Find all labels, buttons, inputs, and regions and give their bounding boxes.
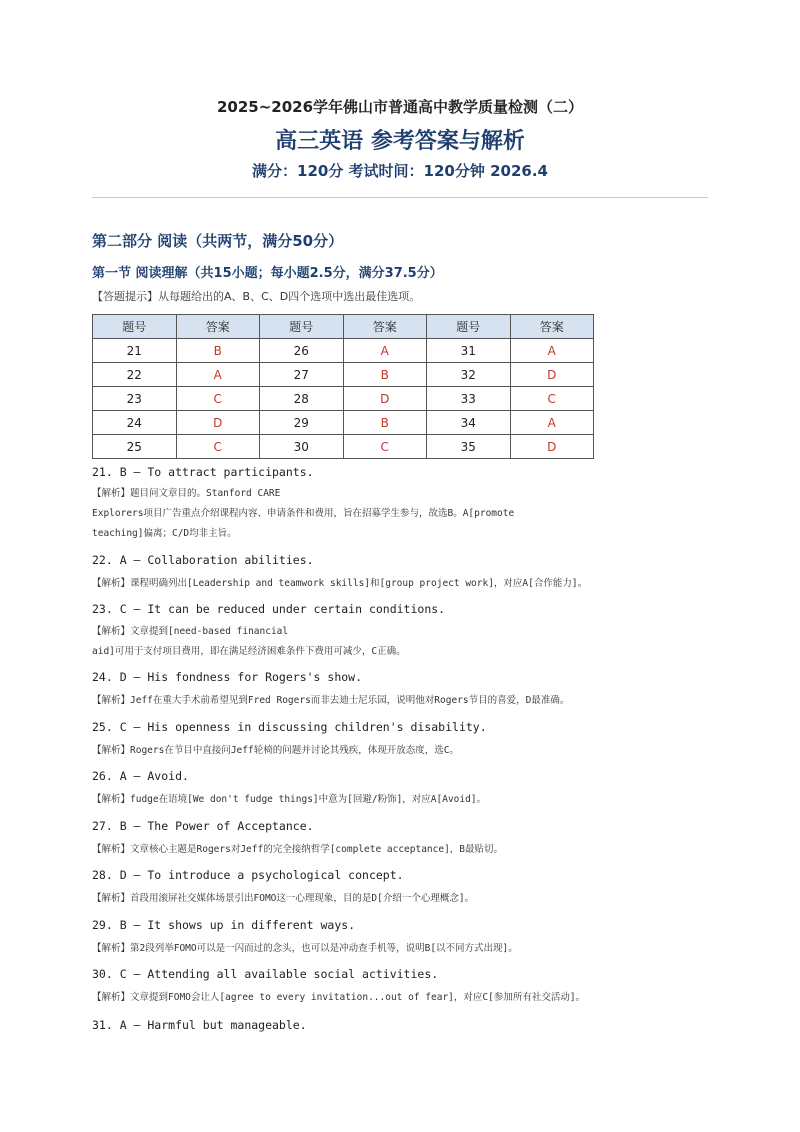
question-number-cell: 29 xyxy=(260,411,344,435)
header-cell: 答案 xyxy=(176,315,260,339)
explanation-line: 【解析】第2段列举FOMO可以是一闪而过的念头，也可以是冲动查手机等，说明B[以不同方式出现]。 xyxy=(92,943,518,954)
question-number-cell: 34 xyxy=(427,411,511,435)
answer-table-header-row xyxy=(93,315,594,339)
header-cell: 题号 xyxy=(260,315,344,339)
explanation-line: 【解析】Rogers在节目中直接问Jeff轮椅的问题并讨论其残疾，体现开放态度，选C。 xyxy=(92,745,459,756)
answer-item-26 xyxy=(92,769,712,783)
explanation-29 xyxy=(92,939,712,959)
answer-item-31 xyxy=(92,1018,712,1032)
explanation-line: 【解析】Jeff在重大手术前希望见到Fred Rogers而非去迪士尼乐园，说明他对Rogers节目的喜爱，D最准确。 xyxy=(92,695,570,706)
table-row xyxy=(93,435,594,459)
answer-cell: A xyxy=(510,411,594,435)
answer-line: 24. D — His fondness for Rogers's show. xyxy=(92,670,363,684)
answer-line: 26. A — Avoid. xyxy=(92,769,189,783)
answer-line: 21. B — To attract participants. xyxy=(92,465,314,479)
question-number-cell: 25 xyxy=(93,435,177,459)
answer-item-24 xyxy=(92,670,712,684)
answer-item-21 xyxy=(92,465,712,479)
answer-line: 22. A — Collaboration abilities. xyxy=(92,553,314,567)
answer-cell: B xyxy=(343,363,427,387)
explanation-line: 【解析】fudge在语境[We don't fudge things]中意为[回避/粉饰]，对应A[Avoid]。 xyxy=(92,794,487,805)
answer-item-28 xyxy=(92,868,712,882)
explanation-line: 【解析】题目问文章目的。Stanford CARE xyxy=(92,488,281,499)
answer-cell: A xyxy=(176,363,260,387)
explanation-line: 【解析】文章提到[need-based financial xyxy=(92,626,289,637)
exam-info: 满分：120分 考试时间：120分钟 2026.4 xyxy=(252,162,548,180)
explanation-25 xyxy=(92,741,712,761)
explanation-23 xyxy=(92,622,712,662)
answer-line: 25. C — His openness in discussing children's disability. xyxy=(92,720,487,734)
explanation-28 xyxy=(92,889,712,909)
answer-item-27 xyxy=(92,819,712,833)
explanation-line: Explorers项目广告重点介绍课程内容、申请条件和费用，旨在招募学生参与，故选B。A[promote xyxy=(92,508,515,519)
answer-cell: C xyxy=(176,435,260,459)
answer-cell: C xyxy=(176,387,260,411)
answer-cell: A xyxy=(343,339,427,363)
answer-cell: D xyxy=(510,435,594,459)
explanation-line: 【解析】首段用滚屏社交媒体场景引出FOMO这一心理现象，目的是D[介绍一个心理概念]。 xyxy=(92,893,475,904)
question-number-cell: 26 xyxy=(260,339,344,363)
answer-cell: B xyxy=(176,339,260,363)
answer-item-23 xyxy=(92,602,712,616)
answer-cell: D xyxy=(176,411,260,435)
explanation-26 xyxy=(92,790,712,810)
answer-cell: C xyxy=(510,387,594,411)
explanation-21 xyxy=(92,484,712,544)
answer-cell: A xyxy=(510,339,594,363)
answer-cell: C xyxy=(343,435,427,459)
header-cell: 答案 xyxy=(343,315,427,339)
table-row xyxy=(93,363,594,387)
explanation-line: 【解析】课程明确列出[Leadership and teamwork skills]和[group project work]，对应A[合作能力]。 xyxy=(92,578,588,589)
answer-line: 27. B — The Power of Acceptance. xyxy=(92,819,314,833)
explanation-line: 【解析】文章核心主题是Rogers对Jeff的完全接纳哲学[complete acceptance]，B最贴切。 xyxy=(92,844,504,855)
question-number-cell: 28 xyxy=(260,387,344,411)
document-title: 高三英语 参考答案与解析 xyxy=(275,129,525,154)
table-row xyxy=(93,411,594,435)
subsection-title: 第一节 阅读理解（共15小题；每小题2.5分，满分37.5分） xyxy=(92,266,443,281)
answer-cell: D xyxy=(510,363,594,387)
question-number-cell: 30 xyxy=(260,435,344,459)
explanation-27 xyxy=(92,840,712,860)
explanation-22 xyxy=(92,574,712,594)
explanation-24 xyxy=(92,691,712,711)
answer-line: 29. B — It shows up in different ways. xyxy=(92,918,356,932)
answer-item-22 xyxy=(92,553,712,567)
question-number-cell: 24 xyxy=(93,411,177,435)
answer-line: 28. D — To introduce a psychological concept. xyxy=(92,868,404,882)
answer-item-25 xyxy=(92,720,712,734)
question-number-cell: 33 xyxy=(427,387,511,411)
header-cell: 答案 xyxy=(510,315,594,339)
question-number-cell: 22 xyxy=(93,363,177,387)
part-title: 第二部分 阅读（共两节，满分50分） xyxy=(92,232,344,250)
answer-cell: B xyxy=(343,411,427,435)
answer-item-29 xyxy=(92,918,712,932)
question-number-cell: 27 xyxy=(260,363,344,387)
explanation-30 xyxy=(92,988,712,1008)
question-number-cell: 23 xyxy=(93,387,177,411)
explanation-line: 【解析】文章提到FOMO会让人[agree to every invitation...out of fear]，对应C[参加所有社交活动]。 xyxy=(92,992,586,1003)
header-cell: 题号 xyxy=(427,315,511,339)
question-number-cell: 21 xyxy=(93,339,177,363)
answer-item-30 xyxy=(92,967,712,981)
question-number-cell: 35 xyxy=(427,435,511,459)
answer-line: 31. A — Harmful but manageable. xyxy=(92,1018,307,1032)
answer-line: 30. C — Attending all available social activities. xyxy=(92,967,439,981)
table-row xyxy=(93,339,594,363)
answer-line: 23. C — It can be reduced under certain conditions. xyxy=(92,602,446,616)
explanation-line: aid]可用于支付项目费用，即在满足经济困难条件下费用可减少，C正确。 xyxy=(92,646,406,657)
answer-tip: 【答题提示】从每题给出的A、B、C、D四个选项中选出最佳选项。 xyxy=(92,290,421,303)
table-row xyxy=(93,387,594,411)
answer-table xyxy=(92,314,594,459)
explanation-line: teaching]偏离；C/D均非主旨。 xyxy=(92,528,237,539)
question-number-cell: 32 xyxy=(427,363,511,387)
header-cell: 题号 xyxy=(93,315,177,339)
header-divider xyxy=(92,197,708,198)
question-number-cell: 31 xyxy=(427,339,511,363)
answer-cell: D xyxy=(343,387,427,411)
exam-title: 2025~2026学年佛山市普通高中教学质量检测（二） xyxy=(216,98,584,116)
